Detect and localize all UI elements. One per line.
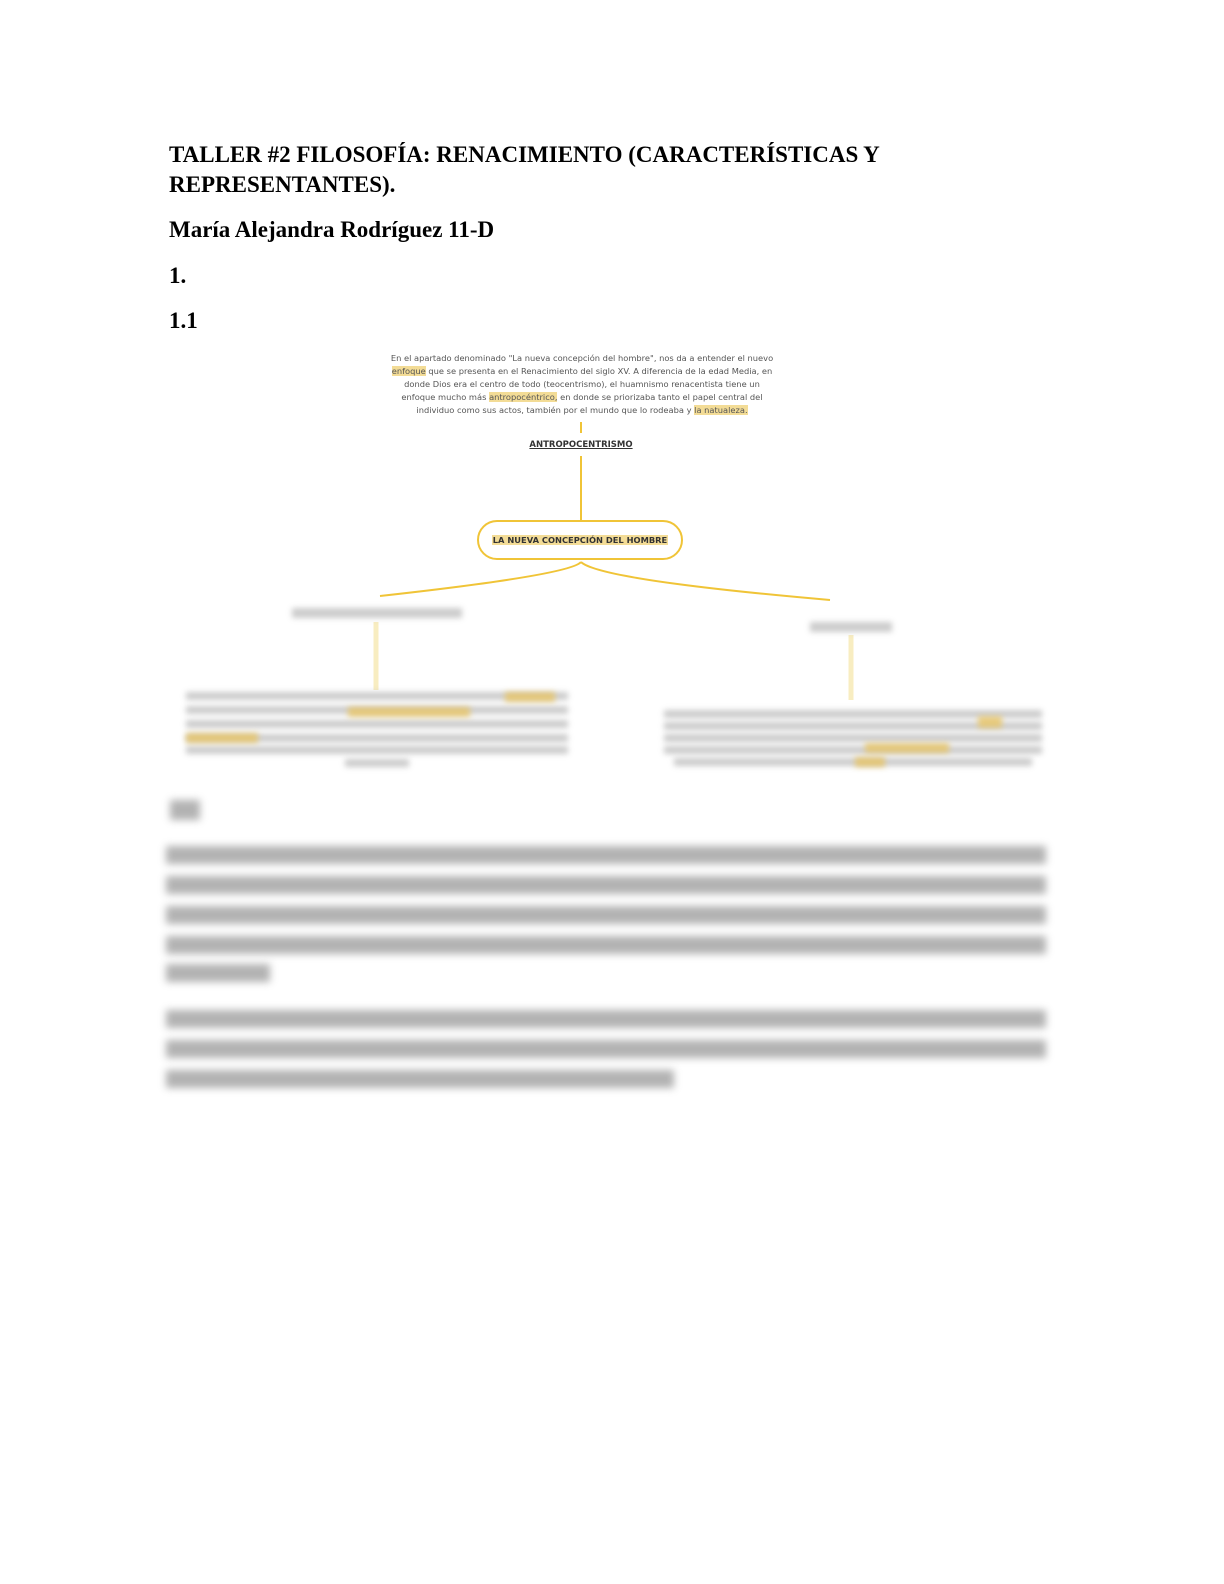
author: María Alejandra Rodríguez 11-D bbox=[169, 217, 495, 242]
title-line-2: REPRESENTANTES). bbox=[169, 172, 396, 197]
title-line-1: TALLER #2 FILOSOFÍA: RENACIMIENTO (CARACTERÍSTICAS Y bbox=[169, 142, 880, 167]
central-node-label: LA NUEVA CONCEPCIÓN DEL HOMBRE bbox=[492, 535, 668, 545]
keyword-antropocentrismo: ANTROPOCENTRISMO bbox=[529, 440, 633, 450]
section-1: 1. bbox=[169, 263, 187, 288]
section-1-1: 1.1 bbox=[169, 308, 198, 333]
diagram-paragraph: En el apartado denominado "La nueva concepción del hombre", nos da a entender el nuevo enfoque que se presenta en el Renacimiento del siglo XV. A diferencia de la edad Media, en donde Dios era el centro de todo (teocentrismo), el huamnismo renacentista tiene un enfoque mucho más antropocéntrico, en donde se priorizaba tanto el papel central del individuo como sus actos, también por el mundo que lo rodeaba y la natualeza. bbox=[390, 353, 774, 415]
central-node bbox=[477, 520, 683, 560]
